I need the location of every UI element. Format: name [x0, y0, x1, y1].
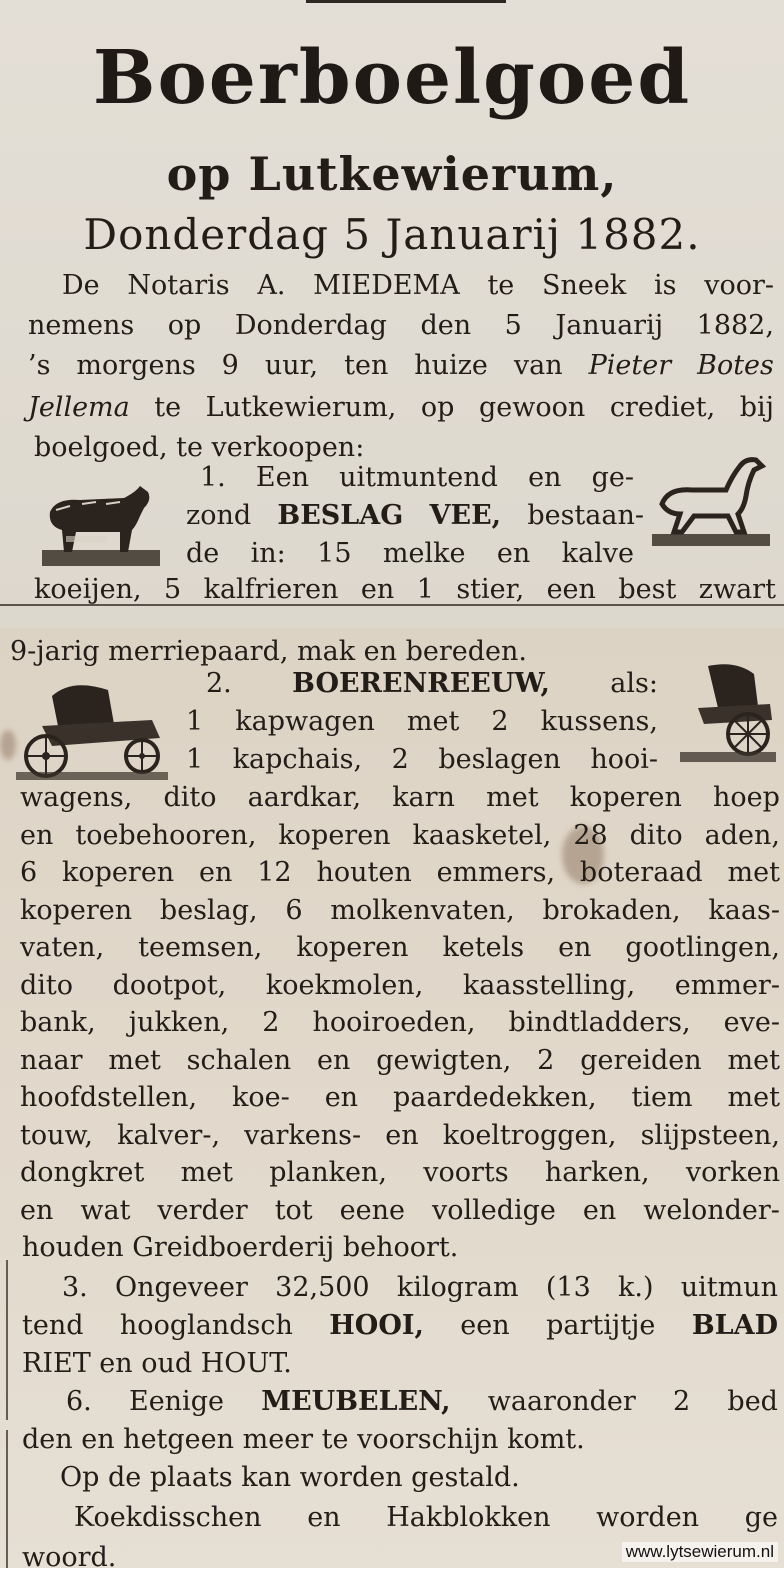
word: stier, [456, 574, 525, 605]
word: Een [255, 462, 309, 493]
word: 1882, [696, 310, 774, 341]
word: Koekdisschen [74, 1502, 262, 1533]
word: voorts [423, 1157, 509, 1188]
website-link[interactable]: www.lytsewierum.nl [622, 1542, 778, 1562]
item-2-line [0, 782, 784, 814]
word: eve- [723, 1007, 780, 1038]
word: met [406, 706, 460, 737]
word: gereiden [580, 1044, 702, 1076]
word: 3. [62, 1272, 88, 1303]
word: is [653, 270, 677, 301]
item-2-line [0, 744, 664, 776]
word: HOOI, [329, 1310, 424, 1341]
horse-icon [648, 452, 774, 552]
word: worden [596, 1502, 700, 1533]
word: (13 [545, 1272, 591, 1303]
top-rule [306, 0, 506, 3]
word: met [108, 1044, 161, 1076]
item-2-line [0, 1082, 784, 1114]
word: waaronder [487, 1386, 636, 1417]
word: kilogram [396, 1272, 519, 1303]
word: welonder- [643, 1194, 780, 1226]
word: toebehooren, [75, 819, 257, 851]
word: vaten, [20, 932, 105, 963]
item-2-line [0, 1045, 784, 1077]
word: eene [339, 1194, 405, 1226]
word: en [324, 1082, 359, 1113]
item-3-line [0, 1310, 784, 1342]
word: koperen [296, 932, 409, 963]
item-2-line [0, 706, 664, 738]
word: tot [274, 1194, 313, 1226]
word: emmers, [436, 857, 556, 888]
item-3-line: RIET en oud HOUT. [22, 1348, 292, 1379]
word: 5 [163, 574, 182, 605]
word: slijpsteen, [640, 1119, 780, 1151]
word: en [20, 819, 54, 851]
word: koperen [20, 894, 133, 926]
word: emmer- [674, 969, 780, 1001]
advert-title: Boerboelgoed [92, 35, 692, 121]
word: houten [316, 857, 412, 888]
word: 6 [20, 857, 38, 888]
word: voor- [704, 270, 774, 301]
word: 12 [257, 857, 292, 888]
item-1-line [0, 462, 640, 494]
word: 15 [317, 538, 352, 569]
word: op [167, 310, 202, 341]
word: met [727, 1044, 780, 1076]
word: met [486, 782, 539, 813]
word: Jellema [28, 392, 130, 423]
advert-subtitle: op Lutkewierum, [166, 147, 618, 201]
item-1-line [0, 574, 784, 606]
word: en [20, 1194, 54, 1226]
word: aardkar, [247, 782, 362, 813]
word: partijtje [546, 1310, 656, 1341]
word: gootlingen, [625, 932, 780, 963]
word: koperen [278, 819, 391, 851]
word: op [420, 392, 455, 423]
word: dito [20, 969, 74, 1001]
word: teemsen, [138, 932, 263, 963]
word: en [558, 932, 592, 963]
word: kussens, [540, 706, 658, 737]
word: BLAD [691, 1310, 778, 1341]
intro-line [0, 270, 784, 302]
word: en [582, 1194, 617, 1226]
word: van [513, 350, 563, 381]
word: Sneek [542, 270, 627, 301]
word: kalfrieren [203, 574, 339, 605]
word: beslagen [438, 744, 561, 775]
item-2-line [0, 1195, 784, 1227]
word: touw, [20, 1119, 93, 1151]
word: koekmolen, [265, 969, 424, 1001]
word: in: [250, 538, 286, 569]
word: dongkret [20, 1157, 145, 1188]
closing-line: woord. [22, 1542, 117, 1573]
word: 28 [573, 819, 608, 851]
word: kapwagen [235, 706, 375, 737]
closing-line [0, 1502, 784, 1534]
word: wagens, [20, 782, 133, 813]
word: MEUBELEN, [261, 1386, 451, 1417]
word: huize [414, 350, 488, 381]
word: dootpot, [112, 969, 227, 1001]
item-1-line [0, 538, 640, 570]
word: en [316, 1044, 351, 1076]
word: hoofdstellen, [20, 1082, 198, 1113]
word: met [180, 1157, 233, 1188]
word: beslag, [159, 894, 258, 926]
chaise-icon [678, 660, 778, 768]
word: 1 [186, 706, 204, 737]
word: best [618, 574, 677, 605]
word: Hakblokken [386, 1502, 551, 1533]
word: brokaden, [542, 894, 681, 926]
word: 9 [221, 350, 239, 381]
word: ge- [591, 462, 634, 493]
word: koeijen, [34, 574, 142, 605]
word: uur, [264, 350, 319, 381]
word: bank, [20, 1007, 96, 1038]
word: BESLAG [277, 500, 404, 531]
item-2-line [0, 820, 784, 852]
word: karn [392, 782, 455, 813]
item-2-line [0, 857, 784, 889]
intro-line [0, 350, 784, 382]
word: een [460, 1310, 510, 1341]
word: schalen [186, 1044, 292, 1076]
intro-line: boelgoed, te verkoopen: [34, 432, 365, 463]
word: Lutkewierum, [205, 392, 397, 423]
word: Eenige [128, 1386, 224, 1417]
word: en [385, 1119, 419, 1151]
word: volledige [431, 1194, 556, 1226]
word: 6 [285, 894, 303, 926]
item-2-line [0, 932, 784, 964]
word: wat [80, 1194, 131, 1226]
word: uitmun [680, 1272, 778, 1303]
advert-date: Donderdag 5 Januarij 1882. [83, 210, 701, 259]
word: den [420, 310, 472, 341]
word: kalve [561, 538, 634, 569]
word: hoep [713, 782, 780, 813]
word: en [496, 538, 531, 569]
word: Notaris [127, 270, 230, 301]
word: melke [382, 538, 466, 569]
word: MIEDEMA [313, 270, 460, 301]
word: koperen [62, 857, 175, 888]
item-6-line [0, 1386, 784, 1418]
word: BOERENREEUW, [292, 668, 550, 699]
word: paardedekken, [393, 1082, 597, 1113]
word: en [528, 462, 562, 493]
word: kaas- [708, 894, 780, 926]
word: harken, [544, 1157, 650, 1188]
word: morgens [76, 350, 196, 381]
item-1-line: 9-jarig merriepaard, mak en bereden. [10, 636, 527, 667]
word: en [307, 1502, 341, 1533]
word: hooglandsch [119, 1310, 293, 1341]
word: dito [163, 782, 217, 813]
word: jukken, [128, 1007, 230, 1038]
word: te [487, 270, 515, 301]
word: een [546, 574, 596, 605]
item-2-line [0, 970, 784, 1002]
word: tiem [631, 1082, 693, 1113]
word: 6. [66, 1386, 92, 1417]
intro-line [0, 310, 784, 342]
word: uitmuntend [339, 462, 498, 493]
word: VEE, [429, 500, 502, 531]
word: te [154, 392, 182, 423]
item-2-line: houden Greidboerderij behoort. [22, 1232, 459, 1263]
word: bij [739, 392, 774, 423]
word: 2. [206, 668, 232, 699]
word: 2 [391, 744, 409, 775]
word: 1. [200, 462, 226, 493]
item-2-line [0, 1007, 784, 1039]
word: varkens- [244, 1119, 362, 1151]
word: verder [157, 1194, 248, 1226]
word: en [199, 857, 233, 888]
word: hooi- [590, 744, 658, 775]
item-2-line [0, 895, 784, 927]
word: bindtladders, [508, 1007, 691, 1038]
word: Donderdag [234, 310, 387, 341]
word: 2 [537, 1044, 555, 1076]
word: De [62, 270, 100, 301]
word: ten [344, 350, 389, 381]
word: zwart [698, 574, 776, 605]
word: met [727, 1082, 780, 1113]
word: en [360, 574, 395, 605]
word: koe- [232, 1082, 290, 1113]
word: 1 [186, 744, 204, 775]
word: aden, [704, 819, 780, 851]
word: 2 [673, 1386, 691, 1417]
word: planken, [269, 1157, 387, 1188]
word: koeltroggen, [442, 1119, 617, 1151]
closing-line: Op de plaats kan worden gestald. [60, 1462, 520, 1493]
word: ge [744, 1502, 778, 1533]
item-6-line: den en hetgeen meer te voorschijn komt. [22, 1424, 585, 1455]
word: molkenvaten, [330, 894, 515, 926]
word: nemens [28, 310, 135, 341]
word: 32,500 [275, 1272, 370, 1303]
word: hooiroeden, [312, 1007, 476, 1038]
word: dito [629, 819, 683, 851]
word: kaasketel, [412, 819, 552, 851]
word: Januarij [555, 310, 664, 341]
word: bed [727, 1386, 778, 1417]
word: zond [186, 500, 252, 531]
word: Pieter [588, 350, 672, 381]
item-3-line [0, 1272, 784, 1304]
word: naar [20, 1044, 83, 1076]
word: kapchais, [232, 744, 363, 775]
word: gewigten, [376, 1044, 512, 1076]
word: met [727, 857, 780, 888]
word: als: [610, 668, 658, 699]
word: de [186, 538, 220, 569]
word: 2 [262, 1007, 280, 1038]
item-2-line [0, 668, 664, 700]
word: bestaan- [527, 500, 644, 531]
word: ketels [442, 932, 525, 963]
item-2-line [0, 1157, 784, 1189]
word: 2 [491, 706, 509, 737]
word: k.) [618, 1272, 654, 1303]
word: A. [257, 270, 286, 301]
word: 5 [504, 310, 522, 341]
word: gewoon [479, 392, 586, 423]
word: tend [22, 1310, 84, 1341]
item-2-line [0, 1120, 784, 1152]
word: kaasstelling, [462, 969, 636, 1001]
intro-line [0, 392, 784, 424]
item-1-line [0, 500, 650, 532]
word: vorken [685, 1157, 780, 1188]
word: boteraad [579, 857, 703, 888]
word: kalver-, [117, 1119, 221, 1151]
word: Ongeveer [115, 1272, 248, 1303]
word: koperen [569, 782, 682, 813]
word: crediet, [609, 392, 716, 423]
word: ’s [28, 350, 51, 381]
word: 1 [416, 574, 434, 605]
word: Botes [697, 350, 774, 381]
